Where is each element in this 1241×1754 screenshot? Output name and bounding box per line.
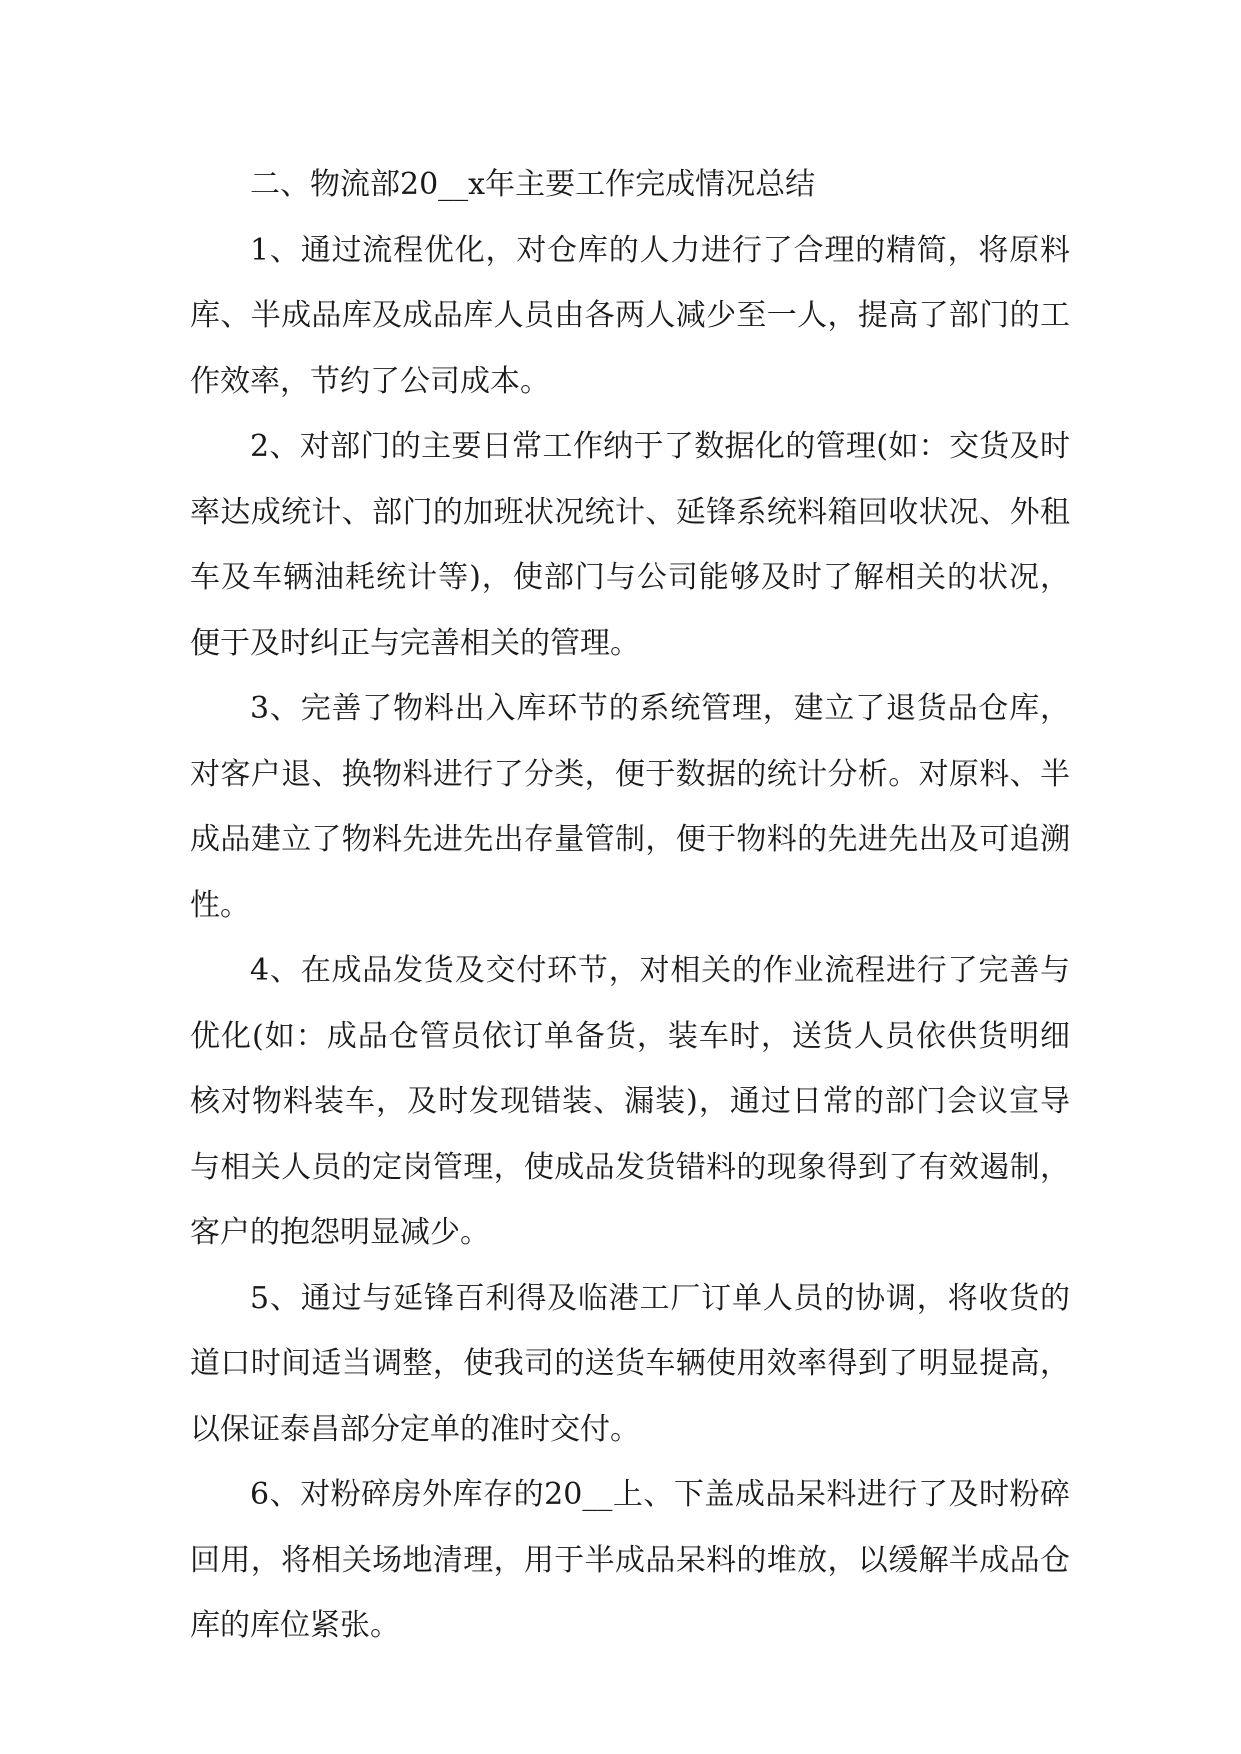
paragraph-2: 2、对部门的主要日常工作纳于了数据化的管理(如：交货及时率达成统计、部门的加班状况统计、延锋系统料箱回收状况、外租车及车辆油耗统计等)，使部门与公司能够及时了解相关的状况，便于及时纠正与完善相关的管理。 [190, 429, 1070, 661]
paragraph-6: 6、对粉碎房外库存的20__上、下盖成品呆料进行了及时粉碎回用，将相关场地清理，用于半成品呆料的堆放，以缓解半成品仓库的库位紧张。 [190, 1477, 1070, 1643]
paragraph-5: 5、通过与延锋百利得及临港工厂订单人员的协调，将收货的道口时间适当调整，使我司的送货车辆使用效率得到了明显提高，以保证泰昌部分定单的准时交付。 [190, 1280, 1070, 1447]
paragraph-3: 3、完善了物料出入库环节的系统管理，建立了退货品仓库，对客户退、换物料进行了分类，便于数据的统计分析。对原料、半成品建立了物料先进先出存量管制，便于物料的先进先出及可追溯性。 [190, 691, 1070, 923]
paragraph-4: 4、在成品发货及交付环节，对相关的作业流程进行了完善与优化(如：成品仓管员依订单备货，装车时，送货人员依供货明细核对物料装车，及时发现错装、漏装)，通过日常的部门会议宣导与相关人员的定岗管理，使成品发货错料的现象得到了有效遏制，客户的抱怨明显减少。 [190, 953, 1070, 1250]
section-heading: 二、物流部20__x年主要工作完成情况总结 [250, 167, 816, 202]
document-page [190, 152, 1070, 1659]
paragraph-1: 1、通过流程优化，对仓库的人力进行了合理的精简，将原料库、半成品库及成品库人员由各两人减少至一人，提高了部门的工作效率，节约了公司成本。 [190, 232, 1070, 399]
